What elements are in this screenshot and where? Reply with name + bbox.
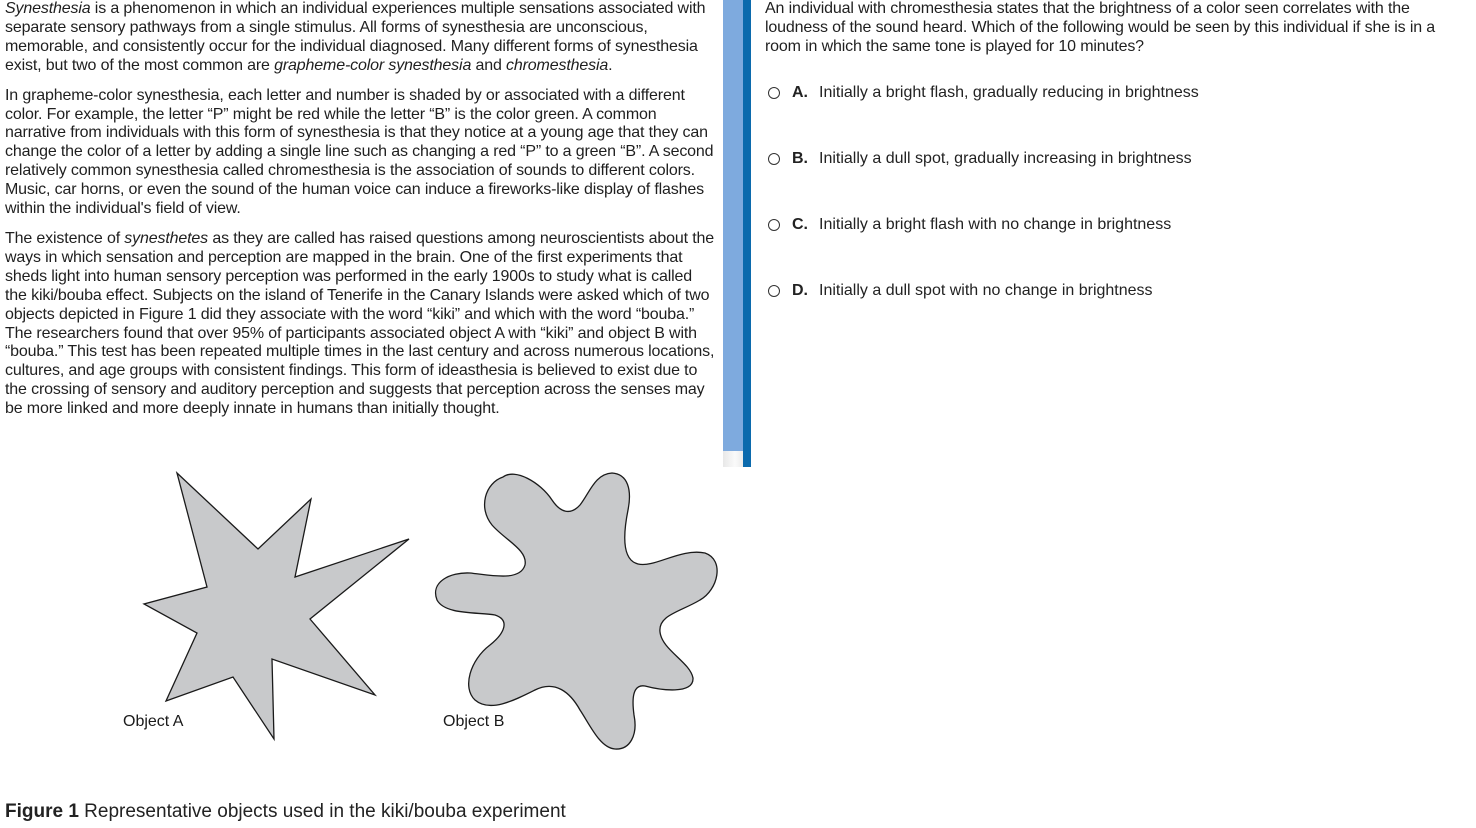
- option-text: Initially a bright flash, gradually reducing in brightness: [819, 84, 1199, 101]
- term-synesthesia: Synesthesia: [5, 0, 91, 17]
- object-b-blob-shape: [436, 473, 718, 749]
- figure-shapes: [0, 460, 740, 770]
- paragraph-text: is a phenomenon in which an individual experiences multiple sensations associated with separate sensory pathways from a single stimulus. All forms of synesthesia are unconscious, memorable, and consistently occur for the individual diagnosed. Many different forms of synesthesia exist, but two of the most common are: [5, 0, 706, 74]
- option-a[interactable]: [768, 84, 1468, 150]
- paragraph-text: .: [608, 56, 613, 74]
- option-text: Initially a bright flash with no change in brightness: [819, 216, 1172, 233]
- option-text: Initially a dull spot with no change in brightness: [819, 282, 1153, 299]
- figure-caption-number: Figure 1: [5, 801, 79, 822]
- object-a-label: Object A: [123, 713, 184, 730]
- passage-paragraph-1: [5, 0, 717, 76]
- passage-paragraph-2: In grapheme-color synesthesia, each letter and number is shaded by or associated with a different color. For example, the letter “P” might be red while the letter “B” is the color green. A common narrative from individuals with this form of synesthesia is that they notice at a young age that they can change the color of a letter by adding a single line such as changing a red “P” to a green “B”. A second relatively common synesthesia called chromesthesia is the association of sounds to different colors. Music, car horns, or even the sound of the human voice can induce a fireworks-like display of flashes within the individual's field of view.: [5, 86, 714, 218]
- option-text: Initially a dull spot, gradually increasing in brightness: [819, 150, 1192, 167]
- figure-1: [0, 460, 740, 770]
- option-letter: D.: [792, 282, 808, 299]
- paragraph-text: as they are called has raised questions among neuroscientists about the ways in which sensation and perception are mapped in the brain. One of the first experiments that sheds light into human sensory perception was performed in the early 1900s to study what is called the kiki/bouba effect. Subjects on the island of Tenerife in the Canary Islands were asked which of two objects depicted in Figure 1 did they associate with the word “kiki” and which with the word “bouba.” The researchers found that over 95% of participants associated object A with “kiki” and object B with “bouba.” This test has been repeated multiple times in the last century and across numerous locations, cultures, and age groups with consistent findings. This form of ideasthesia is believed to exist due to the crossing of sensory and auditory perception and suggests that perception across the senses may be more linked and more deeply innate in humans than initially thought.: [5, 229, 715, 418]
- option-c[interactable]: [768, 216, 1468, 282]
- object-a-star-shape: [144, 473, 409, 739]
- pane-divider: [723, 0, 751, 467]
- radio-button-icon[interactable]: [768, 87, 780, 99]
- radio-button-icon[interactable]: [768, 219, 780, 231]
- term-chromesthesia: chromesthesia: [506, 56, 609, 74]
- option-d[interactable]: [768, 282, 1468, 348]
- option-letter: B.: [792, 150, 808, 167]
- option-letter: C.: [792, 216, 808, 233]
- passage-scrollbar[interactable]: [723, 0, 743, 451]
- option-b[interactable]: [768, 150, 1468, 216]
- scrollbar-track-end: [723, 451, 743, 467]
- option-letter: A.: [792, 84, 808, 101]
- object-b-label: Object B: [443, 713, 505, 730]
- answer-options: [768, 84, 1468, 348]
- question-stem: An individual with chromesthesia states that the brightness of a color seen correlates with the loudness of the sound heard. Which of the following would be seen by this individual if she is in a room in which the same tone is played for 10 minutes?: [765, 0, 1436, 55]
- term-grapheme-color: grapheme-color synesthesia: [274, 56, 472, 74]
- radio-button-icon[interactable]: [768, 285, 780, 297]
- passage-paragraph-3: [5, 230, 717, 419]
- pane-divider-line[interactable]: [743, 0, 751, 467]
- reading-passage: [5, 0, 717, 430]
- paragraph-text: The existence of: [5, 229, 125, 247]
- figure-caption-text: Representative objects used in the kiki/bouba experiment: [78, 801, 566, 822]
- paragraph-text: and: [471, 56, 507, 74]
- radio-button-icon[interactable]: [768, 153, 780, 165]
- figure-caption: [5, 801, 566, 823]
- term-synesthetes: synesthetes: [124, 229, 209, 247]
